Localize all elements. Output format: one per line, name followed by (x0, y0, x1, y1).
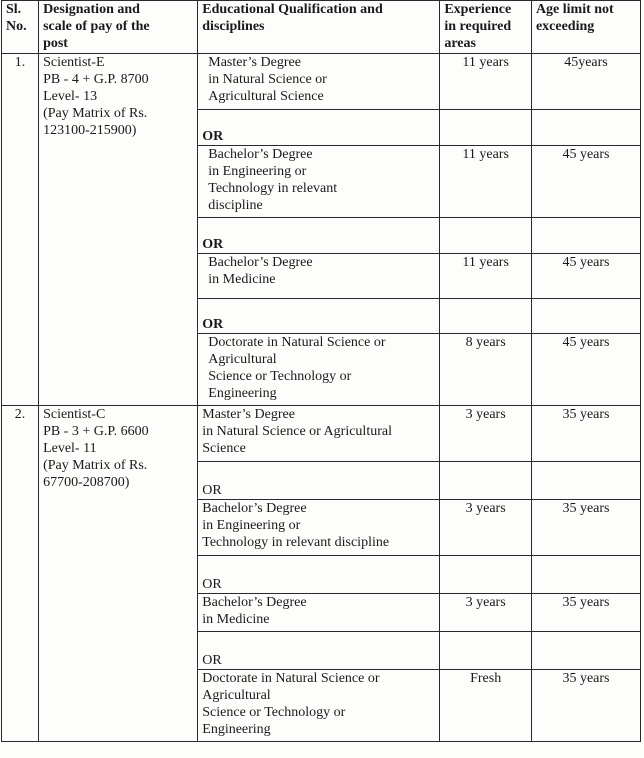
experience-value: 3 years (440, 406, 532, 462)
age-limit-value: 45 years (531, 254, 640, 299)
experience-value: 11 years (440, 254, 532, 299)
empty-cell (531, 632, 640, 670)
or-label: OR (198, 462, 440, 500)
post-sl-no: 2. (2, 406, 39, 742)
qualification-option: Bachelor’s Degree in Medicine (198, 254, 440, 299)
age-limit-value: 45 years (531, 334, 640, 406)
header-row (2, 1, 641, 54)
table-row (2, 406, 641, 462)
or-label: OR (198, 218, 440, 254)
qualification-option: Master’s Degree in Natural Science or Agricultural Science (198, 54, 440, 110)
age-limit-value: 45years (531, 54, 640, 110)
header-qualification: Educational Qualification and disciplines (198, 1, 440, 54)
post-designation: Scientist-C PB - 3 + G.P. 6600 Level- 11 (Pay Matrix of Rs. 67700-208700) (39, 406, 198, 742)
empty-cell (531, 299, 640, 334)
qualification-option: Master’s Degree in Natural Science or Agricultural Science (198, 406, 440, 462)
qualification-option: Doctorate in Natural Science or Agricultural Science or Technology or Engineering (198, 670, 440, 742)
post-sl-no: 1. (2, 54, 39, 406)
or-label: OR (198, 632, 440, 670)
experience-value: 3 years (440, 594, 532, 632)
qualification-option: Bachelor’s Degree in Medicine (198, 594, 440, 632)
age-limit-value: 35 years (531, 500, 640, 556)
experience-value: 8 years (440, 334, 532, 406)
or-label: OR (198, 110, 440, 146)
empty-cell (440, 462, 532, 500)
age-limit-value: 35 years (531, 406, 640, 462)
experience-value: 11 years (440, 146, 532, 218)
experience-value: 11 years (440, 54, 532, 110)
experience-value: 3 years (440, 500, 532, 556)
empty-cell (440, 110, 532, 146)
empty-cell (440, 218, 532, 254)
header-sl-no: Sl. No. (2, 1, 39, 54)
empty-cell (531, 462, 640, 500)
age-limit-value: 45 years (531, 146, 640, 218)
empty-cell (531, 218, 640, 254)
empty-cell (531, 556, 640, 594)
header-experience: Experience in required areas (440, 1, 532, 54)
post-designation: Scientist-E PB - 4 + G.P. 8700 Level- 13 (Pay Matrix of Rs. 123100-215900) (39, 54, 198, 406)
age-limit-value: 35 years (531, 594, 640, 632)
table-row (2, 54, 641, 110)
header-age-limit: Age limit not exceeding (531, 1, 640, 54)
experience-value: Fresh (440, 670, 532, 742)
empty-cell (531, 110, 640, 146)
posts-table (1, 0, 641, 742)
empty-cell (440, 299, 532, 334)
qualification-option: Doctorate in Natural Science or Agricultural Science or Technology or Engineering (198, 334, 440, 406)
qualification-option: Bachelor’s Degree in Engineering or Technology in relevant discipline (198, 146, 440, 218)
qualification-option: Bachelor’s Degree in Engineering or Technology in relevant discipline (198, 500, 440, 556)
or-label: OR (198, 556, 440, 594)
age-limit-value: 35 years (531, 670, 640, 742)
empty-cell (440, 632, 532, 670)
or-label: OR (198, 299, 440, 334)
header-designation: Designation and scale of pay of the post (39, 1, 198, 54)
empty-cell (440, 556, 532, 594)
